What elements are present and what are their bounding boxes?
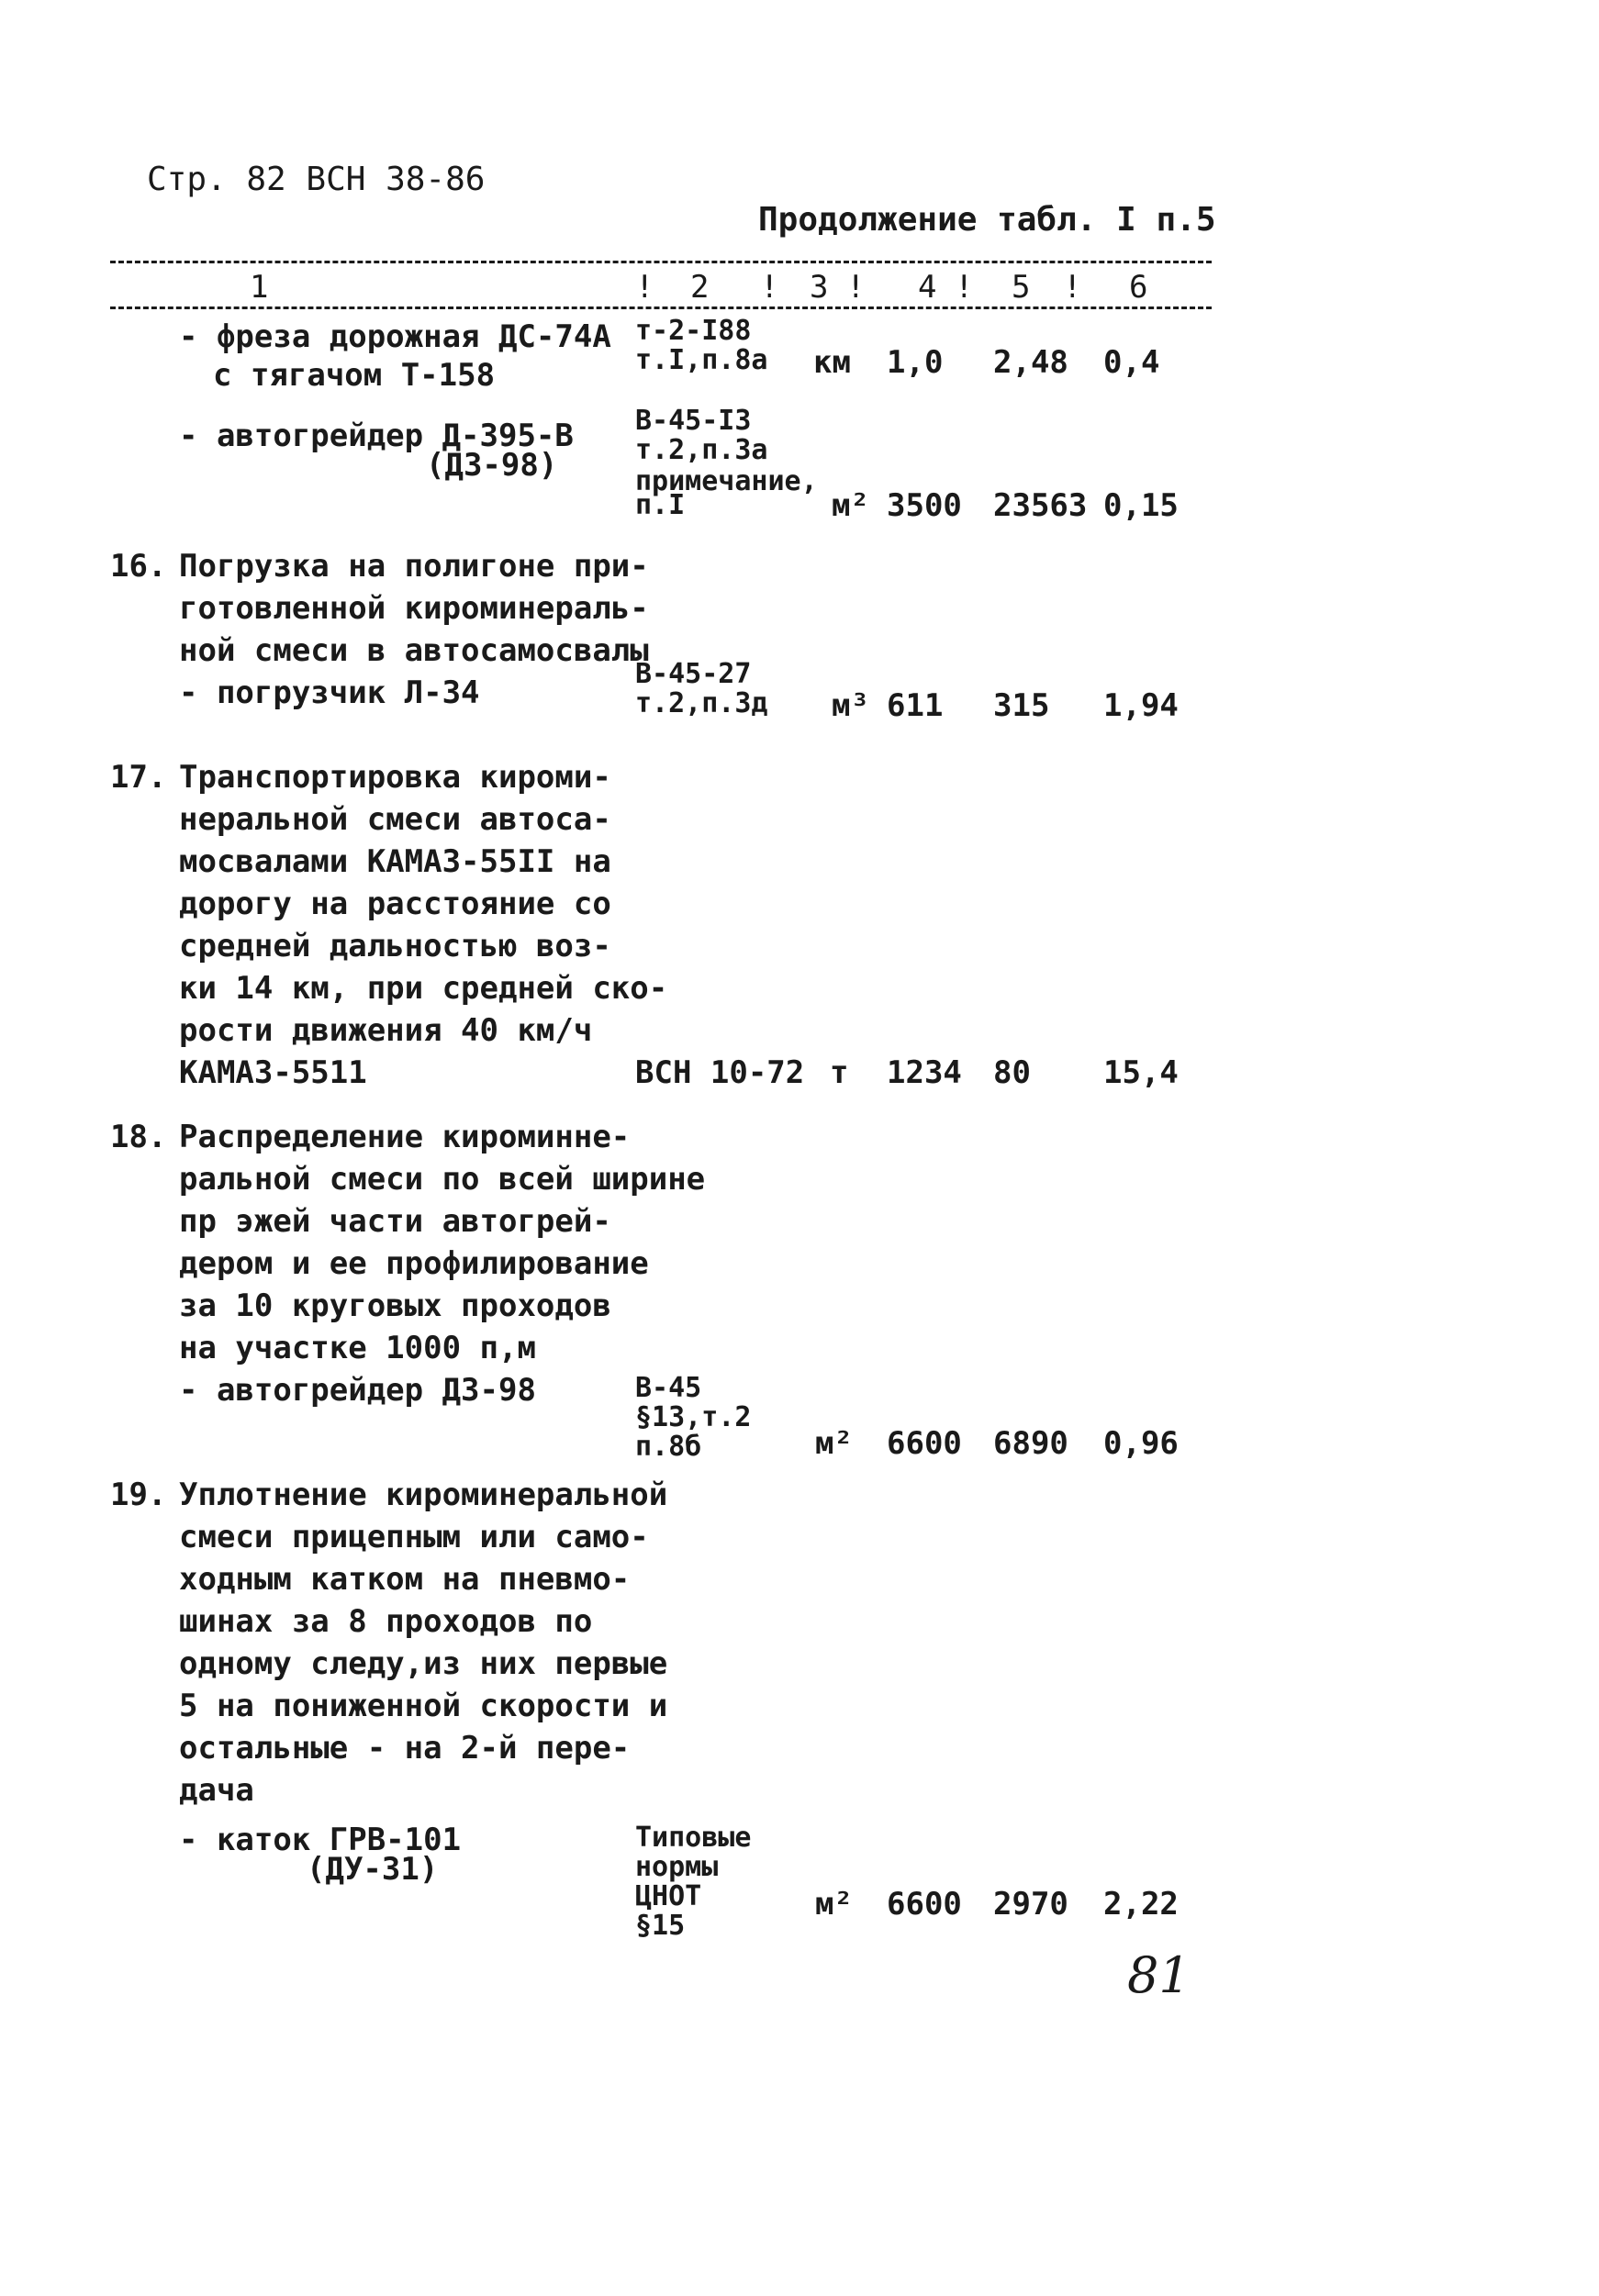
row-unit: км <box>813 344 851 381</box>
row-qty: 3500 <box>887 487 962 524</box>
row-ref-line: т.2,п.3а <box>635 434 768 466</box>
row-norm: 23563 <box>993 487 1088 524</box>
row-desc-line: - фреза дорожная ДС-74А <box>179 318 611 355</box>
row-qty: 1234 <box>887 1054 962 1091</box>
row-qty: 6600 <box>887 1886 962 1923</box>
row-unit: м² <box>815 1886 853 1923</box>
row-desc-line: (ДЗ-98) <box>426 447 558 484</box>
header-bottom-rule <box>110 307 1212 309</box>
row-desc-line: готовленной кироминераль- <box>179 590 649 627</box>
row-desc-line: (ДУ-31) <box>307 1851 439 1888</box>
row-norm: 2,48 <box>993 344 1068 381</box>
row-qty: 1,0 <box>887 344 944 381</box>
row-desc-line: шинах за 8 проходов по <box>179 1603 593 1640</box>
column-separator: ! <box>635 269 654 306</box>
row-desc-line: пр эжей части автогрей- <box>179 1203 611 1240</box>
page-ref: Стр. 82 ВСН 38-86 <box>147 161 486 198</box>
column-header: 6 <box>1129 269 1148 306</box>
row-ref-line: т.I,п.8а <box>635 344 768 376</box>
row-desc-line: - автогрейдер ДЗ-98 <box>179 1372 536 1409</box>
handwritten-page-number: 81 <box>1127 1946 1191 2004</box>
row-desc-line: дером и ее профилирование <box>179 1245 649 1282</box>
row-unit: м² <box>832 487 869 524</box>
column-header: 2 <box>690 269 710 306</box>
row-ref-line: В-45 <box>635 1372 702 1404</box>
row-unit: м² <box>815 1425 853 1462</box>
row-ref-line: ЦНОТ <box>635 1880 702 1912</box>
row-number: 16. <box>110 548 167 585</box>
row-ref-line: §13,т.2 <box>635 1401 752 1433</box>
row-number: 18. <box>110 1119 167 1155</box>
row-desc-line: мосвалами КАМАЗ-55II на <box>179 843 611 880</box>
row-value: 0,4 <box>1103 344 1160 381</box>
row-ref-line: Типовые <box>635 1822 752 1854</box>
row-number: 19. <box>110 1477 167 1513</box>
row-desc-line: смеси прицепным или само- <box>179 1519 649 1555</box>
column-header: 3 <box>810 269 829 306</box>
row-ref-line: §15 <box>635 1910 686 1942</box>
row-desc-line: остальные - на 2-й пере- <box>179 1730 631 1767</box>
row-unit: м³ <box>832 687 869 724</box>
row-desc-line: Уплотнение кироминеральной <box>179 1477 668 1513</box>
row-ref-line: примечание, <box>635 465 818 497</box>
row-norm: 6890 <box>993 1425 1068 1462</box>
row-desc-line: дорогу на расстояние со <box>179 886 611 922</box>
header-top-rule <box>110 261 1212 263</box>
row-desc-line: рости движения 40 км/ч <box>179 1012 593 1049</box>
row-ref-line: В-45-27 <box>635 658 752 690</box>
row-desc-line: - погрузчик Л-34 <box>179 674 480 711</box>
row-value: 0,15 <box>1103 487 1179 524</box>
column-header: 1 <box>250 269 269 306</box>
row-desc-line: за 10 круговых проходов <box>179 1287 611 1324</box>
column-header: 5 <box>1012 269 1031 306</box>
row-number: 17. <box>110 759 167 796</box>
row-desc-line: - каток ГРВ-101 <box>179 1822 462 1858</box>
row-ref-line: ВСН 10-72 <box>635 1054 805 1091</box>
row-qty: 6600 <box>887 1425 962 1462</box>
row-desc-line: КАМАЗ-5511 <box>179 1054 367 1091</box>
row-unit: т <box>830 1054 849 1091</box>
row-ref-line: п.8б <box>635 1431 702 1463</box>
row-desc-line: неральной смеси автоса- <box>179 801 611 838</box>
row-norm: 315 <box>993 687 1050 724</box>
row-desc-line: ки 14 км, при средней ско- <box>179 970 668 1007</box>
row-norm: 2970 <box>993 1886 1068 1923</box>
row-desc-line: Транспортировка кироми- <box>179 759 611 796</box>
column-separator: ! <box>955 269 974 306</box>
row-desc-line: ходным катком на пневмо- <box>179 1561 631 1598</box>
row-desc-line: средней дальностью воз- <box>179 928 611 964</box>
row-value: 2,22 <box>1103 1886 1179 1923</box>
row-ref-line: В-45-I3 <box>635 405 752 437</box>
row-desc-line: с тягачом Т-158 <box>213 357 496 394</box>
row-desc-line: ральной смеси по всей ширине <box>179 1161 706 1198</box>
column-separator: ! <box>1063 269 1082 306</box>
row-desc-line: Распределение кироминне- <box>179 1119 631 1155</box>
row-value: 0,96 <box>1103 1425 1179 1462</box>
column-separator: ! <box>760 269 779 306</box>
row-ref-line: т-2-I88 <box>635 315 752 347</box>
row-ref-line: нормы <box>635 1851 719 1883</box>
column-separator: ! <box>846 269 866 306</box>
row-ref-line: т.2,п.3д <box>635 687 768 719</box>
row-desc-line: одному следу,из них первые <box>179 1645 668 1682</box>
row-desc-line: - автогрейдер Д-395-В <box>179 418 574 454</box>
row-qty: 611 <box>887 687 944 724</box>
row-value: 1,94 <box>1103 687 1179 724</box>
row-desc-line: 5 на пониженной скорости и <box>179 1688 668 1724</box>
row-ref-line: п.I <box>635 489 686 521</box>
row-value: 15,4 <box>1103 1054 1179 1091</box>
column-header: 4 <box>918 269 937 306</box>
row-norm: 80 <box>993 1054 1031 1091</box>
table-continuation-title: Продолжение табл. I п.5 <box>758 201 1216 239</box>
row-desc-line: ной смеси в автосамосвалы <box>179 632 649 669</box>
row-desc-line: на участке 1000 п,м <box>179 1330 536 1366</box>
row-desc-line: дача <box>179 1772 254 1809</box>
row-desc-line: Погрузка на полигоне при- <box>179 548 649 585</box>
